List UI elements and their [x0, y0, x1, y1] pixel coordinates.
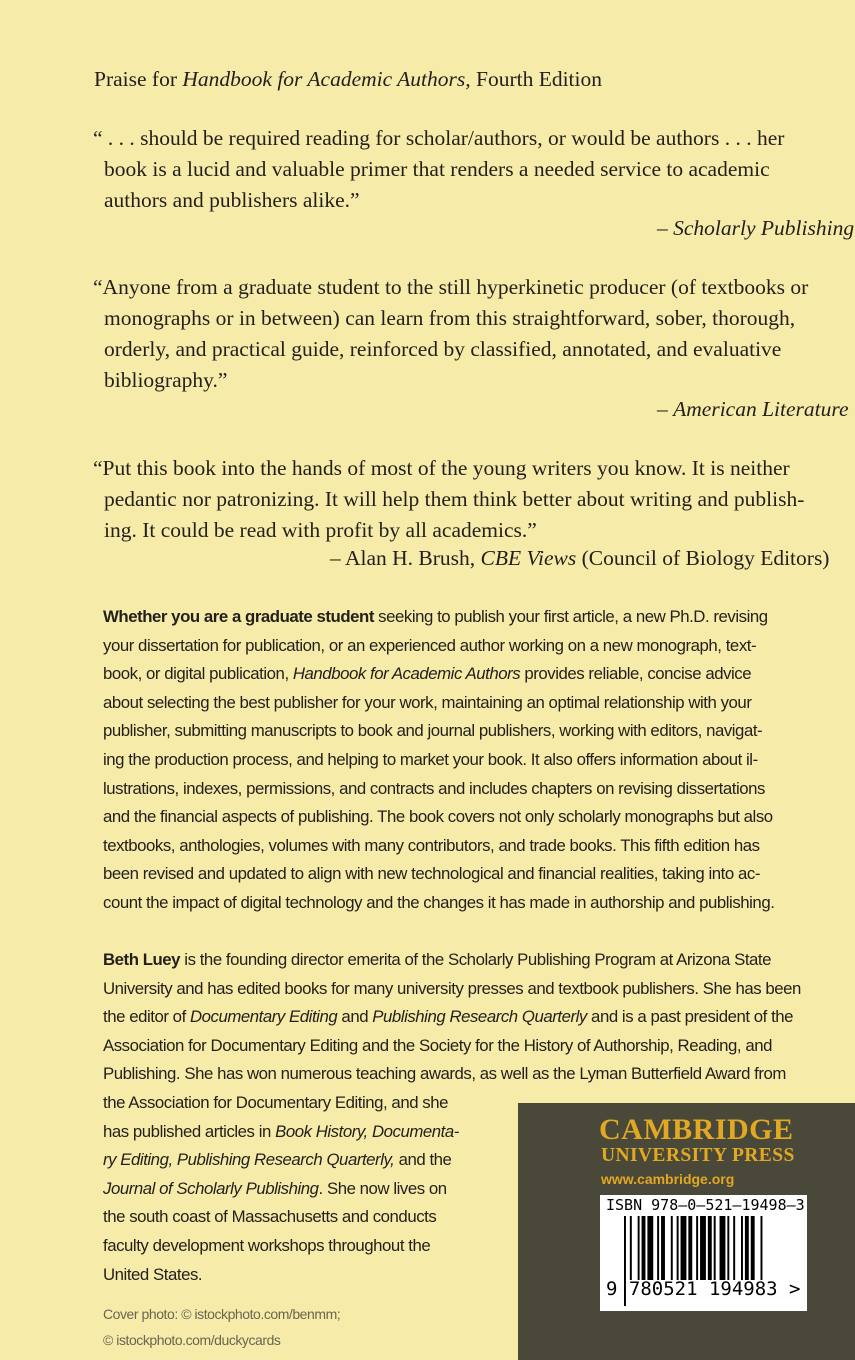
text: publisher, submitting manuscripts to book and journal publishers, working with editors, navigat-	[103, 721, 763, 741]
quote-3	[93, 453, 855, 546]
text: textbooks, anthologies, volumes with many contributors, and trade books. This fifth edition has	[103, 835, 760, 855]
quote-1	[93, 123, 855, 216]
quote-line: orderly, and practical guide, reinforced by classified, annotated, and evaluative	[104, 337, 782, 361]
text: ing the production process, and helping to market your book. It also offers information about il-	[103, 749, 758, 769]
text: lustrations, indexes, permissions, and contracts and includes chapters on revising dissertations	[103, 778, 765, 798]
text: the Association for Documentary Editing, and she	[103, 1092, 448, 1112]
quote-2	[93, 272, 855, 396]
text: is the founding director emerita of the Scholarly Publishing Program at Arizona State	[180, 950, 772, 969]
text: and	[337, 1007, 373, 1027]
quote-line: authors and publishers alike.”	[104, 188, 360, 212]
text: and is a past president of the	[586, 1007, 794, 1027]
text: Journal of Scholarly Publishing	[103, 1178, 319, 1198]
quote-line: monographs or in between) can learn from this straightforward, sober, thorough,	[104, 306, 796, 330]
author-name: Beth Luey	[103, 950, 181, 969]
publisher-logo-subtitle: UNIVERSITY PRESS	[601, 1145, 795, 1166]
description-lead: Whether you are a graduate student	[103, 607, 374, 626]
quote-line: “ . . . should be required reading for scholar/authors, or would be authors . . . her	[93, 126, 785, 150]
quote-line: pedantic nor patronizing. It will help them think better about writing and publish-	[104, 487, 805, 511]
text: ry Editing, Publishing Research Quarterly,	[103, 1150, 395, 1170]
text: seeking to publish your first article, a new Ph.D. revising	[373, 607, 768, 626]
barcode-number: 9 780521 194983 >	[606, 1278, 801, 1300]
text: Book History, Documenta-	[275, 1121, 459, 1141]
text: the south coast of Massachusetts and conducts	[103, 1207, 437, 1227]
credit-line: Cover photo: © istockphoto.com/benmm;	[103, 1306, 341, 1322]
text: Publishing Research Quarterly	[372, 1007, 587, 1027]
text: Association for Documentary Editing and the Society for the History of Authorship, Reading, and	[103, 1035, 772, 1055]
text: has published articles in	[103, 1121, 276, 1141]
text: book, or digital publication,	[103, 664, 293, 684]
quote-line: “Anyone from a graduate student to the still hyperkinetic producer (of textbooks or	[93, 275, 809, 299]
book-title: Handbook for Academic Authors	[292, 664, 521, 684]
quote-3-attribution: – Alan H. Brush, CBE Views (Council of Biology Editors)	[330, 546, 830, 570]
text: count the impact of digital technology and the changes it has made in authorship and publishing.	[103, 892, 775, 912]
quote-line: “Put this book into the hands of most of the young writers you know. It is neither	[93, 456, 790, 480]
quote-line: bibliography.”	[104, 368, 228, 392]
text: about selecting the best publisher for your work, maintaining an optimal relationship with your	[103, 692, 752, 712]
barcode-box	[600, 1195, 807, 1311]
quote-1-attribution: – Scholarly Publishing	[657, 216, 855, 240]
text: provides reliable, concise advice	[520, 664, 752, 684]
praise-heading: Praise for Handbook for Academic Authors, Fourth Edition	[94, 67, 603, 91]
quote-line: ing. It could be read with profit by all academics.”	[104, 518, 537, 542]
text: Publishing. She has won numerous teaching awards, as well as the Lyman Butterfield Award from	[103, 1064, 786, 1084]
quote-2-attribution: – American Literature	[657, 397, 849, 421]
text: the editor of	[103, 1007, 190, 1027]
text: University and has edited books for many university presses and textbook publishers. She has been	[103, 978, 801, 998]
publisher-url: www.cambridge.org	[601, 1171, 735, 1187]
credit-line: © istockphoto.com/duckycards	[103, 1332, 281, 1348]
text: been revised and updated to align with new technological and financial realities, taking into ac-	[103, 864, 760, 884]
publisher-panel	[518, 1103, 855, 1360]
text: faculty development workshops throughout the	[103, 1235, 431, 1255]
text: and the	[394, 1150, 452, 1170]
text: your dissertation for publication, or an experienced author working on a new monograph, text-	[103, 635, 757, 655]
text: . She now lives on	[318, 1178, 447, 1198]
text: United States.	[103, 1264, 203, 1284]
quote-line: book is a lucid and valuable primer that renders a needed service to academic	[104, 157, 770, 181]
publisher-logo: CAMBRIDGE	[599, 1113, 794, 1146]
description	[103, 603, 855, 918]
isbn-label: ISBN 978–0–521–19498–3	[606, 1196, 805, 1214]
text: and the financial aspects of publishing. The book covers not only scholarly monographs but also	[103, 807, 773, 827]
text: Documentary Editing	[190, 1007, 338, 1027]
